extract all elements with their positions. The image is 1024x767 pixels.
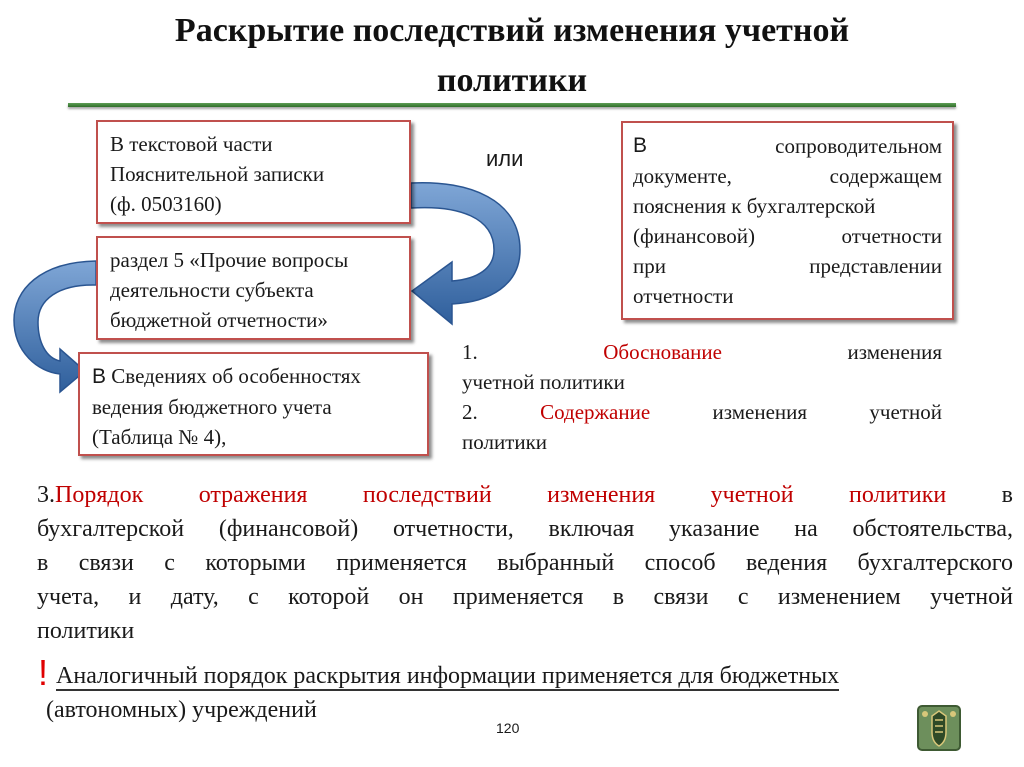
paragraph-3-line: 3.Порядок отражения последствий изменения учетной политики в [37,482,1013,508]
paragraph-3 [37,478,1013,648]
paragraph-3-line: бухгалтерской (финансовой) отчетности, включая указание на обстоятельства, [37,516,1013,542]
box2-line: бюджетной отчетности» [110,308,328,332]
right-box-line: (финансовой) отчетности [633,224,942,248]
note-block [38,652,1008,727]
title-line-2: политики [436,62,588,99]
numbered-list [462,337,942,457]
exclamation-icon: ! [38,652,49,693]
paragraph-3-line: политики [37,618,135,644]
curved-arrow-right [411,183,520,324]
box3-line [92,361,415,392]
box1-line: (ф. 0503160) [110,192,222,216]
right-box-line: отчетности [633,284,734,308]
box3-line: ведения бюджетного учета [92,395,332,419]
box1-line: В текстовой части [110,132,273,156]
box2-line: деятельности субъекта [110,278,314,302]
note-line-1: ! Аналогичный порядок раскрытия информации применяется для бюджетных [38,652,840,693]
note-line-2: (автономных) учреждений [46,697,317,723]
title-line-1: Раскрытие последствий изменения учетной [174,12,850,49]
paragraph-3-line: учета, и дату, с которой он применяется в связи с изменением учетной [37,584,1013,610]
right-box-line: при представлении [633,254,942,278]
section5-box [96,236,411,340]
box2-line: раздел 5 «Прочие вопросы [110,248,349,272]
page-number: 120 [496,720,520,736]
list-item-2-cont: политики [462,430,548,454]
paragraph-3-line: в связи с которыми применяется выбранный способ ведения бухгалтерского [37,550,1013,576]
table4-box [78,352,429,456]
emblem-icon [916,702,962,752]
list-item-2: 2. Содержание изменения учетной [462,400,942,424]
accompanying-document-box [621,121,954,320]
right-box-line: документе, содержащем [633,164,942,188]
box3-line: (Таблица № 4), [92,425,227,449]
text-part-box [96,120,411,224]
box1-line: Пояснительной записки [110,162,325,186]
right-box-line: пояснения к бухгалтерской [633,194,876,218]
box3-prefix: В [92,365,107,388]
box3-line-text: Сведениях об особенностях [111,364,361,388]
list-item-1-cont: учетной политики [462,370,625,394]
or-label: или [486,146,524,171]
right-box-line: В сопроводительном [633,134,942,158]
list-item-1: 1. Обоснование изменения [462,340,942,364]
